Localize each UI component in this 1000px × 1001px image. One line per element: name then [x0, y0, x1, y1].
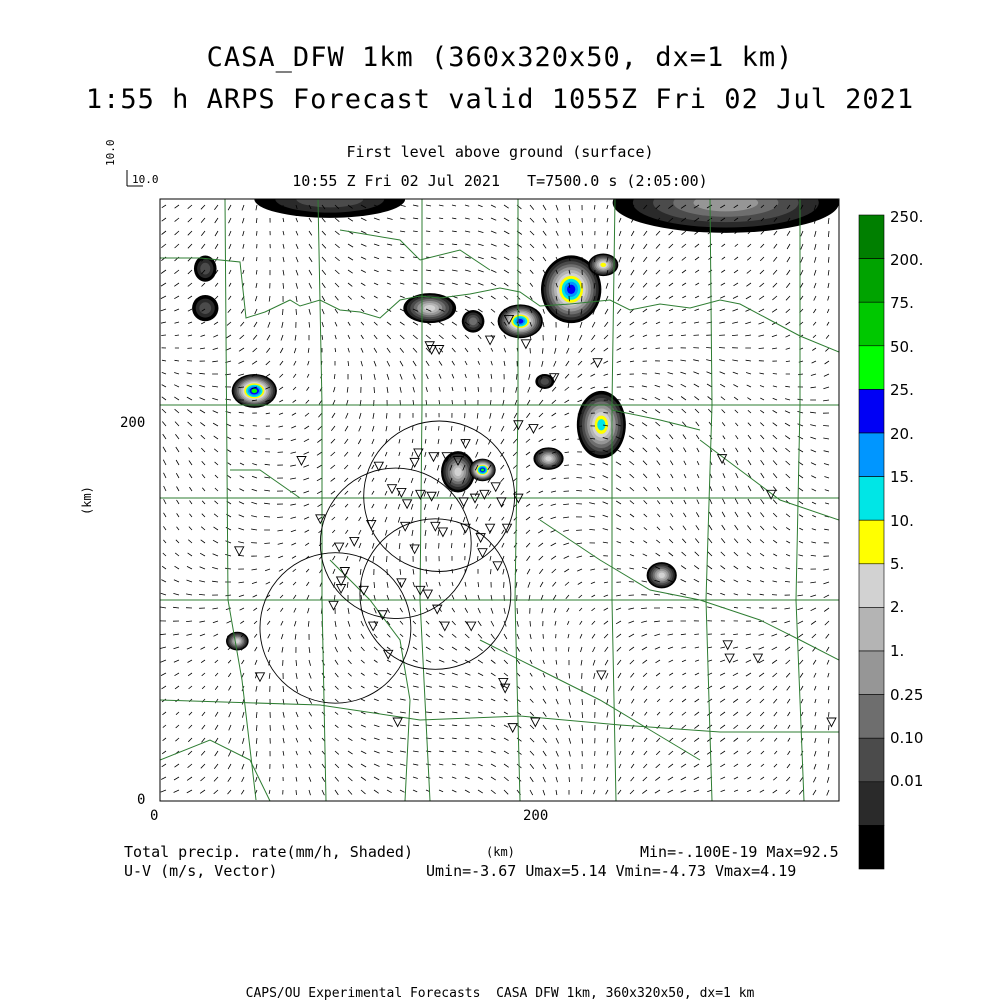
x-axis-label: (km) [486, 845, 515, 859]
station-marker [486, 336, 495, 345]
colorbar-swatch [859, 782, 884, 826]
radar-ring [360, 519, 511, 670]
colorbar-swatch [859, 433, 884, 477]
field-description-precip: Total precip. rate(mm/h, Shaded) [124, 843, 413, 861]
station-marker [593, 359, 602, 368]
y-axis-label: (km) [80, 486, 94, 515]
vector-reference-label: 10.0 [132, 173, 159, 186]
colorbar-label: 75. [890, 294, 914, 312]
precip-contour [251, 389, 257, 393]
colorbar-swatch [859, 346, 884, 390]
colorbar-label: 1. [890, 642, 905, 660]
colorbar-swatch [859, 215, 884, 259]
colorbar-swatch [859, 651, 884, 695]
precip-cell [533, 447, 563, 470]
station-marker [723, 641, 732, 650]
colorbar-label: 0.01 [890, 772, 924, 790]
precip-contour [454, 467, 461, 476]
radar-ring [364, 421, 515, 572]
colorbar-swatch [859, 520, 884, 564]
station-marker [493, 562, 502, 571]
station-marker [531, 718, 540, 727]
station-marker [597, 671, 606, 680]
precip-min-max: Min=-.100E-19 Max=92.5 [640, 843, 839, 861]
wind-vectors [160, 205, 829, 796]
station-marker [429, 453, 438, 462]
precip-cell [192, 295, 218, 321]
station-marker [384, 650, 393, 659]
station-marker [476, 534, 485, 543]
wind-min-max: Umin=-3.67 Umax=5.14 Vmin=-4.73 Vmax=4.19 [426, 862, 797, 880]
plot-title-line-1: CASA_DFW 1km (360x320x50, dx=1 km) [206, 42, 794, 73]
colorbar-label: 250. [890, 208, 924, 226]
x-tick-0: 0 [150, 808, 159, 824]
station-marker [499, 678, 508, 687]
colorbar-swatch [859, 477, 884, 521]
station-marker [369, 622, 378, 631]
vector-reference-label-rotated: 10.0 [104, 139, 117, 166]
precip-contour [659, 572, 665, 578]
station-marker [350, 537, 359, 546]
station-marker [827, 718, 836, 727]
precip-contour [545, 456, 551, 461]
precip-cell [613, 173, 839, 233]
map-frame [160, 199, 839, 801]
station-marker [529, 425, 538, 434]
station-marker [497, 498, 506, 507]
station-markers [235, 315, 836, 732]
wind-vector-field [160, 205, 829, 796]
station-marker [403, 500, 412, 509]
colorbar-swatch [859, 695, 884, 739]
colorbar-label: 50. [890, 338, 914, 356]
station-marker [410, 545, 419, 554]
y-tick-0: 0 [137, 792, 146, 808]
station-marker [508, 724, 517, 733]
plot-subtitle-valid-time: 10:55 Z Fri 02 Jul 2021 T=7500.0 s (2:05:00) [292, 172, 708, 190]
plot-subtitle-level: First level above ground (surface) [346, 143, 654, 161]
colorbar-label: 25. [890, 381, 914, 399]
precip-colorbar [859, 215, 884, 869]
precip-contour [694, 194, 759, 211]
precip-contour [481, 468, 484, 471]
field-description-wind: U-V (m/s, Vector) [124, 862, 278, 880]
station-marker [725, 654, 734, 663]
precip-cell [226, 632, 249, 651]
station-marker [297, 456, 306, 465]
station-marker [438, 528, 447, 537]
precip-cell [647, 562, 677, 588]
plot-title-line-2: 1:55 h ARPS Forecast valid 1055Z Fri 02 Jul 2021 [85, 84, 915, 115]
precip-contour [200, 263, 210, 275]
radar-ring [260, 553, 411, 704]
colorbar-label: 10. [890, 512, 914, 530]
station-marker [410, 458, 419, 467]
colorbar-swatch [859, 302, 884, 346]
station-marker [435, 346, 444, 355]
colorbar-swatch [859, 607, 884, 651]
station-marker [387, 485, 396, 494]
colorbar-label: 2. [890, 598, 905, 616]
colorbar-label: 20. [890, 425, 914, 443]
station-marker [467, 622, 476, 631]
station-marker [491, 483, 500, 492]
precip-contour [199, 302, 211, 314]
colorbar-label: 15. [890, 468, 914, 486]
precip-contour [469, 317, 477, 325]
precip-contour [567, 285, 575, 294]
station-marker [431, 522, 440, 531]
precip-contour [541, 378, 549, 385]
precip-contour [597, 419, 605, 430]
station-marker [423, 590, 432, 599]
x-tick-200: 200 [523, 808, 549, 824]
station-marker [335, 543, 344, 552]
station-marker [461, 524, 470, 533]
colorbar-swatch [859, 389, 884, 433]
precip-contour [600, 263, 606, 267]
vector-reference-arrow [127, 170, 143, 186]
precip-cell [469, 459, 495, 482]
station-marker [503, 524, 512, 533]
colorbar-swatch [859, 825, 884, 869]
credit-line: CAPS/OU Experimental Forecasts CASA DFW 1km, 360x320x50, dx=1 km [245, 986, 755, 1001]
y-tick-200: 200 [120, 415, 146, 431]
colorbar-swatch [859, 738, 884, 782]
colorbar-label: 200. [890, 251, 924, 269]
precip-cell [232, 374, 277, 408]
county-boundaries [160, 199, 839, 801]
colorbar-label: 5. [890, 555, 905, 573]
precip-cell [462, 310, 485, 333]
colorbar-swatch [859, 564, 884, 608]
colorbar-label: 0.10 [890, 729, 924, 747]
colorbar-label: 0.25 [890, 686, 924, 704]
station-marker [329, 601, 338, 610]
station-marker [521, 340, 530, 349]
station-marker [235, 547, 244, 556]
station-marker [427, 492, 436, 501]
colorbar-swatch [859, 259, 884, 303]
station-marker [461, 440, 470, 449]
